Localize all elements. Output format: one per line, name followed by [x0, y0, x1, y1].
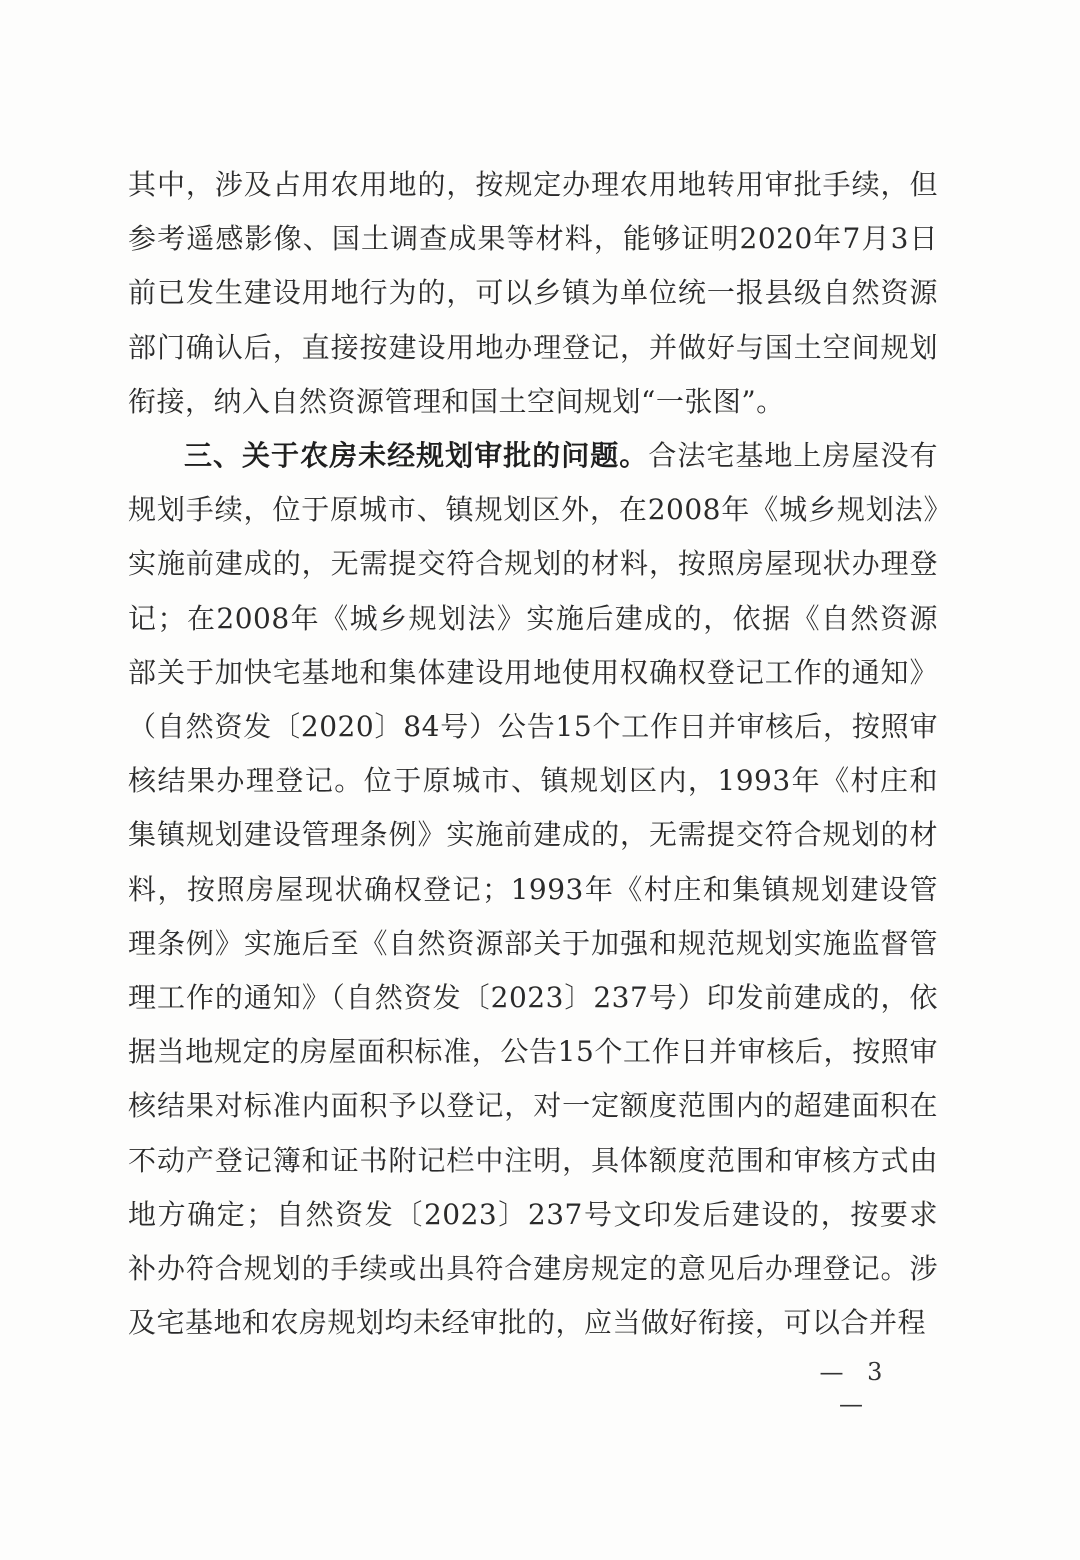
section-heading: 三、关于农房未经规划审批的问题。 — [184, 439, 649, 473]
page-number: — 3 — — [819, 1358, 891, 1418]
paragraph-continuation: 其中，涉及占用农用地的，按规定办理农用地转用审批手续，但参考遥感影像、国土调查成果等材料，能够证明2020年7月3日前已发生建设用地行为的，可以乡镇为单位统一报县级自然资源部门确认后，直接按建设用地办理登记，并做好与国土空间规划衔接，纳入自然资源管理和国土空间规划“一张图”。 — [128, 168, 938, 418]
paragraph-section-three — [128, 429, 938, 1350]
section-body-text: 合法宅基地上房屋没有规划手续，位于原城市、镇规划区外，在2008年《城乡规划法》实施前建成的，无需提交符合规划的材料，按照房屋现状办理登记；在2008年《城乡规划法》实施后建成的，依据《自然资源部关于加快宅基地和集体建设用地使用权确权登记工作的通知》（自然资发〔2020〕84号）公告15个工作日并审核后，按照审核结果办理登记。位于原城市、镇规划区内，1993年《村庄和集镇规划建设管理条例》实施前建成的，无需提交符合规划的材料，按照房屋现状确权登记；1993年《村庄和集镇规划建设管理条例》实施后至《自然资源部关于加强和规范规划实施监督管理工作的通知》（自然资发〔2023〕237号）印发前建成的，依据当地规定的房屋面积标准，公告15个工作日并审核后，按照审核结果对标准内面积予以登记，对一定额度范围内的超建面积在不动产登记簿和证书附记栏中注明，具体额度范围和审核方式由地方确定；自然资发〔2023〕237号文印发后建设的，按要求补办符合规划的手续或出具符合建房规定的意见后办理登记。涉及宅基地和农房规划均未经审批的，应当做好衔接，可以合并程 — [128, 439, 938, 1340]
document-body — [128, 158, 938, 1350]
